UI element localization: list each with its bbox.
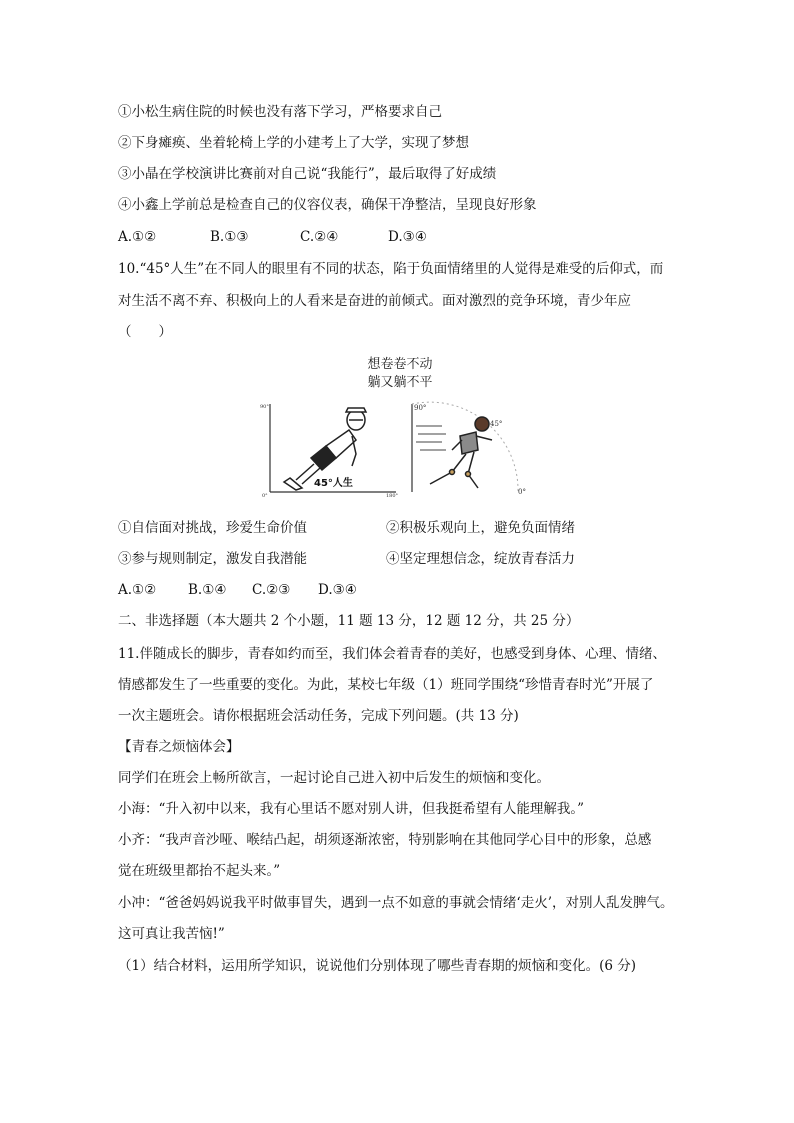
q10-choice-d: D.③④ <box>318 582 357 598</box>
q11-quote-xiaoqi-line-2: 觉在班级里都抬不起头来。” <box>118 863 281 879</box>
q10-stem-line-2: 对生活不离不弃、积极向上的人看来是奋进的前倾式。面对激烈的竞争环境，青少年应 <box>118 293 631 309</box>
q11-sub-question-1: （1）结合材料，运用所学知识，说说他们分别体现了哪些青春期的烦恼和变化。(6 分) <box>118 958 637 974</box>
q10-choice-a: A.①② <box>118 582 157 598</box>
q11-intro: 同学们在班会上畅所欲言，一起讨论自己进入初中后发生的烦恼和变化。 <box>118 770 550 786</box>
right-angle-90: 90° <box>414 404 427 412</box>
q9-choice-d: D.③④ <box>388 229 427 245</box>
q9-choice-b: B.①③ <box>210 229 249 245</box>
figure-45-degree-life-illustration <box>256 354 546 500</box>
right-panel <box>412 402 526 496</box>
left-panel <box>260 404 399 499</box>
q10-stem-line-1: 10.“45°人生”在不同人的眼里有不同的状态，陷于负面情绪里的人觉得是难受的后仰式，而 <box>118 261 664 277</box>
right-angle-45: 45° <box>490 420 503 428</box>
q9-choice-c: C.②④ <box>300 229 339 245</box>
left-angle-0: 0° <box>262 493 268 499</box>
q9-item-2: ②下身瘫痪、坐着轮椅上学的小建考上了大学，实现了梦想 <box>118 135 469 151</box>
q10-choice-c: C.②③ <box>252 582 291 598</box>
left-angle-90: 90° <box>260 404 269 410</box>
q10-item-1: ①自信面对挑战，珍爱生命价值 <box>118 520 307 536</box>
q10-figure <box>256 354 546 500</box>
speed-lines <box>416 426 446 450</box>
running-person-drawing <box>430 417 492 488</box>
figure-caption-line-2: 躺又躺不平 <box>367 375 433 390</box>
q11-quote-xiaochong-line-2: 这可真让我苦恼!” <box>118 926 225 942</box>
q10-item-4: ④坚定理想信念，绽放青春活力 <box>386 551 575 567</box>
right-angle-0: 0° <box>518 488 526 496</box>
q10-choice-b: B.①④ <box>188 582 227 598</box>
q11-stem-line-2: 情感都发生了一些重要的变化。为此，某校七年级（1）班同学围绕“珍惜青春时光”开展了 <box>118 677 654 693</box>
q11-quote-xiaochong-line-1: 小冲：“爸爸妈妈说我平时做事冒失，遇到一点不如意的事就会情绪‘走火’，对别人乱发脾气。 <box>118 895 674 911</box>
q10-stem-line-3: （ ） <box>118 324 172 340</box>
left-panel-label: 45°人生 <box>314 478 353 489</box>
section-2-heading: 二、非选择题（本大题共 2 个小题，11 题 13 分，12 题 12 分，共 25 分） <box>118 613 580 629</box>
q9-item-4: ④小鑫上学前总是检查自己的仪容仪表，确保干净整洁，呈现良好形象 <box>118 197 537 213</box>
q9-item-1: ①小松生病住院的时候也没有落下学习，严格要求自己 <box>118 104 442 120</box>
q9-choice-a: A.①② <box>118 229 157 245</box>
q11-stem-line-3: 一次主题班会。请你根据班会活动任务，完成下列问题。(共 13 分) <box>118 708 519 724</box>
q11-subheading: 【青春之烦恼体会】 <box>118 739 240 755</box>
q11-quote-xiaoqi-line-1: 小齐：“我声音沙哑、喉结凸起，胡须逐渐浓密，特别影响在其他同学心目中的形象，总感 <box>118 832 652 848</box>
figure-caption-line-1: 想卷卷不动 <box>367 357 433 372</box>
q11-quote-xiaohai: 小海：“升入初中以来，我有心里话不愿对别人讲，但我挺希望有人能理解我。” <box>118 801 585 817</box>
q10-item-3: ③参与规则制定，激发自我潜能 <box>118 551 307 567</box>
q9-item-3: ③小晶在学校演讲比赛前对自己说“我能行”，最后取得了好成绩 <box>118 166 497 182</box>
q11-stem-line-1: 11.伴随成长的脚步，青春如约而至，我们体会着青春的美好，也感受到身体、心理、情绪、 <box>118 646 666 662</box>
left-angle-180: 180° <box>386 493 399 499</box>
q10-item-2: ②积极乐观向上，避免负面情绪 <box>386 520 575 536</box>
